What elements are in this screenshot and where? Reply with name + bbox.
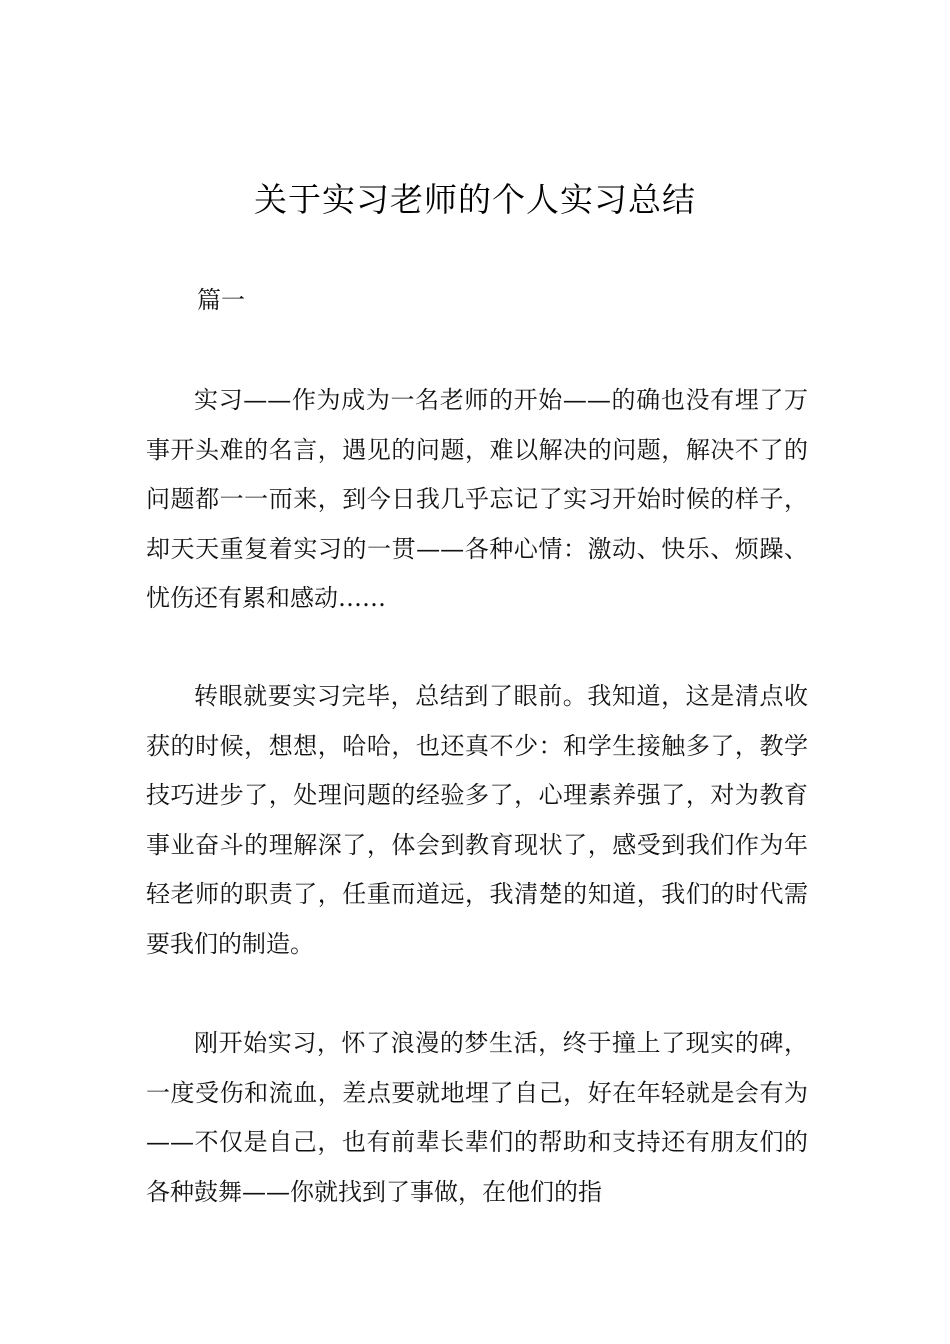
document-title: 关于实习老师的个人实习总结 (254, 180, 696, 219)
paragraph-3: 刚开始实习，怀了浪漫的梦生活，终于撞上了现实的碑，一度受伤和流血，差点要就地埋了自己，好在年轻就是会有为——不仅是自己，也有前辈长辈们的帮助和支持还有朋友们的各种鼓舞——你就找到了事做，在他们的指 (146, 1029, 808, 1206)
paragraph-2: 转眼就要实习完毕，总结到了眼前。我知道，这是清点收获的时候，想想，哈哈，也还真不少：和学生接触多了，教学技巧进步了，处理问题的经验多了，心理素养强了，对为教育事业奋斗的理解深了，体会到教育现状了，感受到我们作为年轻老师的职责了，任重而道远，我清楚的知道，我们的时代需要我们的制造。 (146, 682, 808, 958)
section-label: 篇一 (197, 286, 245, 314)
paragraph-1: 实习——作为成为一名老师的开始——的确也没有埋了万事开头难的名言，遇见的问题，难以解决的问题，解决不了的问题都一一而来，到今日我几乎忘记了实习开始时候的样子，却天天重复着实习的一贯——各种心情：激动、快乐、烦躁、忧伤还有累和感动…… (146, 386, 808, 612)
